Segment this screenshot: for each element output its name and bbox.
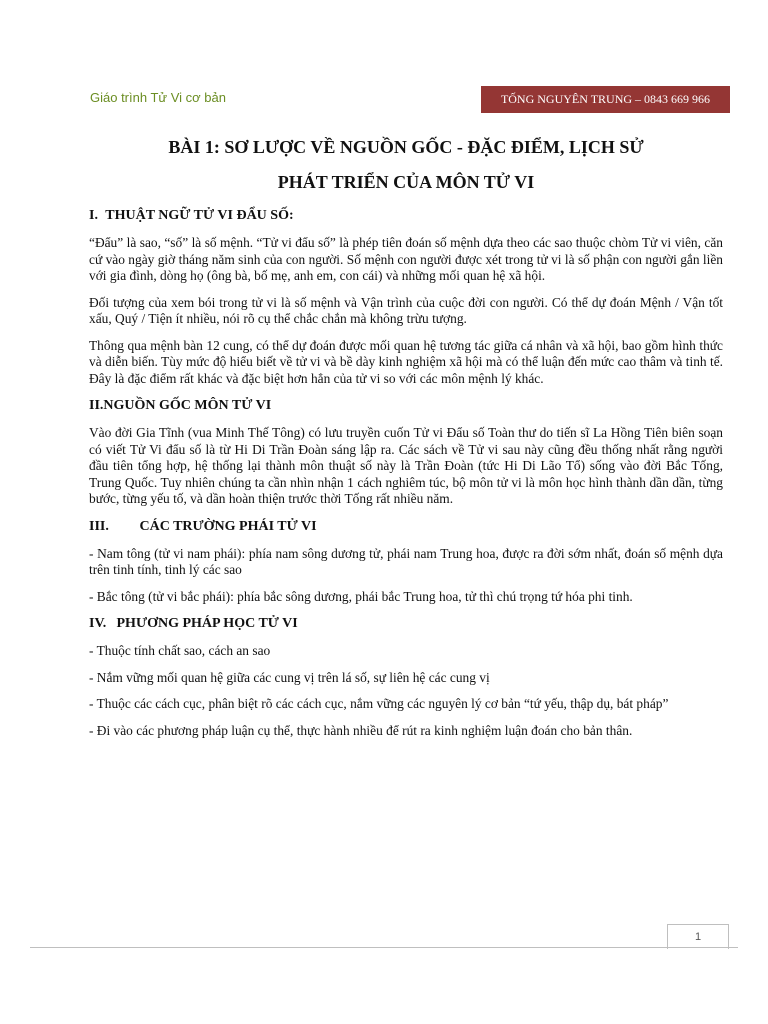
header-author-contact: TỐNG NGUYÊN TRUNG – 0843 669 966 <box>481 86 730 113</box>
section-number: II. <box>89 398 104 413</box>
section-heading-4 <box>89 615 723 633</box>
page-number: 1 <box>694 931 702 943</box>
paragraph: - Bắc tông (tử vi bắc phái): phía bắc sông dương, phái bắc Trung hoa, tử thì chú trọng tứ hóa phi tinh. <box>89 588 633 604</box>
section-heading-2 <box>89 397 723 415</box>
section-title: NGUỒN GỐC MÔN TỬ VI <box>103 398 272 413</box>
section-heading-3 <box>89 518 723 536</box>
page-number-box <box>667 924 729 949</box>
paragraph: Đối tượng của xem bói trong tử vi là số mệnh và Vận trình của cuộc đời con người. Có thể dự đoán Mệnh / Vận tốt xấu, Quý / Tiện ít nhiều, nói rõ cụ thể chắc chắn mà không trừu tượng. <box>89 294 723 326</box>
paragraph: - Thuộc các cách cục, phân biệt rõ các cách cục, nắm vững các nguyên lý cơ bản “tứ yếu, thập dụ, bát pháp” <box>89 696 669 711</box>
paragraph: “Đẩu” là sao, “số” là số mệnh. “Tử vi đẩu số” là phép tiên đoán số mệnh dựa theo các sao thuộc chòm Tử vi viên, căn cứ vào ngày giờ tháng năm sinh của con người. Số mệnh con người được xét trong tử vi là số phận con người gắn liền với gia đình, dòng họ (ông bà, bố mẹ, anh em, con cái) và những mối quan hệ xã hội. <box>89 235 723 283</box>
lesson-title-line-2: PHÁT TRIỂN CỦA MÔN TỬ VI <box>277 172 535 192</box>
section-number: I. <box>89 208 98 223</box>
paragraph: - Đi vào các phương pháp luận cụ thể, thực hành nhiều để rút ra kinh nghiệm luận đoán cho bản thân. <box>89 722 633 738</box>
paragraph: - Thuộc tính chất sao, cách an sao <box>89 643 271 658</box>
section-number: IV. <box>89 616 107 631</box>
document-body <box>89 136 723 749</box>
lesson-title-line-1: BÀI 1: SƠ LƯỢC VỀ NGUỒN GỐC - ĐẶC ĐIỂM, LỊCH SỬ <box>168 137 644 157</box>
paragraph: - Nam tông (tử vi nam phái): phía nam sông dương tử, phái nam Trung hoa, được ra đời sớm nhất, đoán số mệnh dựa trên tinh tính, tinh lý các sao <box>89 545 723 577</box>
section-number: III. <box>89 518 109 534</box>
section-heading-1 <box>89 207 723 225</box>
paragraph: Thông qua mệnh bàn 12 cung, có thể dự đoán được mối quan hệ tương tác giữa cá nhân và xã hội, bao gồm hình thức và diễn biến. Tùy mức độ hiểu biết về tử vi và bề dày kinh nghiệm xã hội mà có thể luận đến mức cao thâm và tinh tế. Đây là đặc điểm rất khác và đặc biệt hơn hẳn của tử vi so với các môn mệnh lý khác. <box>89 337 723 386</box>
section-title: PHƯƠNG PHÁP HỌC TỬ VI <box>116 616 298 631</box>
footer-divider <box>30 947 738 948</box>
paragraph: - Nắm vững mối quan hệ giữa các cung vị trên lá số, sự liên hệ các cung vị <box>89 669 490 685</box>
section-title: THUẬT NGỮ TỬ VI ĐẨU SỐ: <box>105 208 294 223</box>
section-title: CÁC TRƯỜNG PHÁI TỬ VI <box>139 518 317 534</box>
paragraph: Vào đời Gia Tĩnh (vua Minh Thế Tông) có lưu truyền cuốn Tử vi Đẩu số Toàn thư do tiến sĩ La Hồng Tiên biên soạn có viết Tử Vi đẩu số là từ Hi Di Trần Đoàn sáng lập ra. Các sách về Tử vi sau này cũng đều thống nhất rằng người đầu tiên tổng hợp, hệ thống lại thành môn thuật số này là Trần Đoàn (tức Hi Di Lão Tổ) sống vào đời Bắc Tống, Trung Quốc. Tuy nhiên chúng ta cần nhìn nhận 1 cách nghiêm túc, bộ môn tử vi là môn học hình thành dần dần, từng bước, từng yếu tố, và dần hoàn thiện trước thời Tống rất nhiều năm. <box>89 425 723 506</box>
header-course-title: Giáo trình Tử Vi cơ bản <box>90 90 226 105</box>
